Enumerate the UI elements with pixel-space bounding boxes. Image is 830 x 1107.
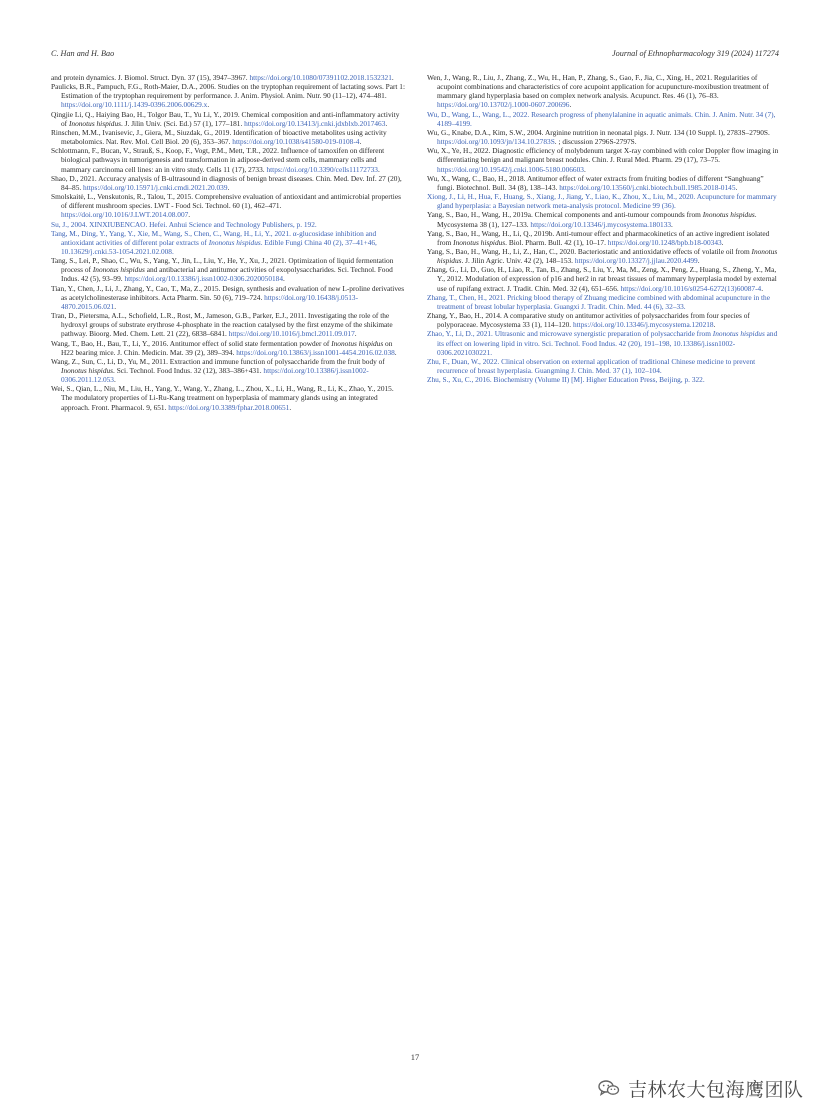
doi-link[interactable]: https://doi.org/10.13560/j.cnki.biotech.bull.1985.2018-0145 [559,182,736,192]
reference-text: . [359,137,362,147]
reference-text: Wu, D., Wang, L., Wang, L., 2022. Research progress of phenylalanine in aquatic animals. Chin. J. Anim. Nutr. 34 (7), 4189–4199. [427,109,776,128]
reference-text: . [354,329,357,339]
reference-text: . [377,164,380,174]
reference-text: . [583,164,586,174]
reference-entry[interactable] [51,229,406,256]
reference-text: . Biol. Pharm. Bull. 42 (1), 10–17. [505,237,608,247]
reference-text: Wei, S., Qian, L., Niu, M., Liu, H., Yang, Y., Wang, Y., Zhang, L., Zhou, X., Li, H., Wang, R., Li, K., Zhao, Y., 2015. The modulatory properties of Li-Ru-Kang treatment on hyperplasia of mammary glands using an integrated approach. Front. Pharmacol. 9, 651. [51,384,394,412]
reference-entry [427,73,779,110]
reference-text: . Edible Fungi China 40 (2), 37–41+46, 10.13629/j.cnki.53-1054.2021.02.008. [61,237,377,256]
reference-text: and antibacterial and antitumor activities of exopolysaccharides. Sci. Technol. Food Indus. 42 (5), 93–99. [61,265,393,284]
reference-text: . [761,283,764,293]
species-name: Inonotus hispidus [68,118,121,128]
reference-text: Zhu, S., Xu, C., 2016. Biochemistry (Volume II) [M]. Higher Education Press, Beijing, p. 322. [427,375,705,385]
reference-text: Wu, X., Ye, H., 2022. Diagnostic efficiency of molybdenum target X-ray combined with color Doppler flow imaging in differentiating benign and malignant breast nodules. Chin. J. Rural Med. Pharm. 29 (17), 73–75. [427,146,779,165]
doi-link[interactable]: https://doi.org/10.3389/fphar.2018.00651 [168,402,290,412]
reference-text: . [385,118,388,128]
doi-link[interactable]: https://doi.org/10.1016/s0254-6272(13)60087-4 [620,283,762,293]
reference-text: . [391,73,394,82]
wechat-icon [598,1079,620,1097]
reference-entry [51,357,406,384]
reference-text: Wang, Z., Sun, C., Li, D., Yu, M., 2011. Extraction and immune function of polysaccharide from the fruit body of [51,356,385,366]
reference-entry [51,128,406,146]
reference-entry[interactable] [427,357,779,375]
reference-text: . [207,100,210,110]
reference-entry [51,146,406,173]
reference-text: Rinschen, M.M., Ivanisevic, J., Giera, M., Siuzdak, G., 2019. Identification of bioactive metabolites using activity metabolomics. Nat. Rev. Mol. Cell Biol. 20 (6), 353–367. [51,127,387,147]
doi-link[interactable]: https://doi.org/10.19542/j.cnki.1006-5180.006603 [437,164,584,174]
doi-link[interactable]: https://doi.org/10.1111/j.1439-0396.2006.00629.x [61,100,208,110]
species-name: Inonotus hispidus [331,338,384,348]
reference-text: Zhao, Y., Li, D., 2021. Ultrasonic and microwave synergistic preparation of polysaccharide from [427,329,713,339]
reference-text: . J. Jilin Agric. Univ. 42 (2), 148–153. [461,256,575,266]
wechat-watermark [598,1074,804,1102]
doi-link[interactable]: https://doi.org/10.13413/j.cnki.jdxblxb.2017463 [244,118,386,128]
doi-link[interactable]: https://doi.org/10.1093/jn/134.10.2783S [437,137,555,147]
species-name: Inonotus hispidus [208,237,261,247]
reference-text: . [394,347,397,357]
doi-link[interactable]: https://doi.org/10.1016/J.LWT.2014.08.007 [61,210,189,220]
reference-entry [51,192,406,219]
reference-text: Wu, G., Knabe, D.A., Kim, S.W., 2004. Arginine nutrition in neonatal pigs. J. Nutr. 134 (10 Suppl. l), 2783S–2790S. [427,127,770,137]
reference-text: Wu, X., Wang, C., Bao, H., 2018. Antitumor effect of water extracts from fruiting bodies of different “Sanghuang” fungi. Biotechnol. Bull. 34 (8), 138–143. [427,173,764,192]
doi-link[interactable]: https://doi.org/10.16438/j.0513-4870.2015.06.021 [61,292,359,311]
reference-text: Paulicks, B.R., Pampuch, F.G., Roth-Maier, D.A., 2006. Studies on the tryptophan requirement of lactating sows. Part 1: Estimation of the tryptophan requirement by performance. J. Anim. Physiol. Anim. Nutr. 90 (11–12), 474–481. [51,82,406,101]
species-name: Inonotus hispidus [702,210,755,220]
page-number: 17 [410,1052,420,1062]
reference-text: Shao, D., 2021. Accuracy analysis of B-ultrasound in diagnosis of benign breast diseases. Chin. Med. Dev. Inf. 27 (20), 84–85. [51,173,402,192]
header-authors: C. Han and H. Bao [51,49,115,58]
reference-text: Su, J., 2004. XINXIUBENCAO. Hefei. Anhui Science and Technology Publishers, p. 192. [51,219,317,229]
doi-link[interactable]: https://doi.org/10.13863/j.issn1001-4454.2016.02.038 [236,347,395,357]
reference-text: . [283,274,285,284]
doi-link[interactable]: https://doi.org/10.1248/bpb.b18-00343 [607,237,722,247]
reference-entry [51,73,406,82]
doi-link[interactable]: https://doi.org/10.13346/j.mycosystema.120218 [572,320,714,330]
doi-link[interactable]: https://doi.org/10.1038/s41580-019-0108-4 [232,137,360,147]
reference-entry [51,110,406,128]
reference-text: . ; discussion 2796S-2797S. [554,137,637,147]
reference-entry[interactable] [427,110,779,128]
reference-text: and protein dynamics. J. Biomol. Struct. Dyn. 37 (15), 3947–3967. [51,73,250,82]
reference-text: Xiong, J., Li, H., Hua, F., Huang, S., Xiang, J., Jiang, Y., Liao, K., Zhou, X., Liu, M., 2020. Acupuncture for mammary gland hyperplasia: a Bayesian network meta-analysis protocol. Medicine 99 (36). [427,192,777,211]
reference-entry [427,247,779,265]
reference-entry [427,128,779,146]
reference-entry [427,174,779,192]
watermark-text: 吉林农大包海鹰团队 [628,1078,804,1101]
reference-text: . [671,219,673,229]
doi-link[interactable]: https://doi.org/10.3390/cells11172733 [266,164,378,174]
reference-text: Tran, D., Pietersma, A.L., Schofield, L.R., Rost, M., Jameson, G.B., Parker, E.J., 2011. Investigating the role of the hydroxyl groups of substrate erythrose 4-phosphate in the reaction catalysed by the first enzyme of the shikimate pathway. Bioorg. Med. Chem. Lett. 21 (22), 6838–6841. [51,311,393,339]
reference-text: Qingjie Li, Q., Haiying Bao, H., Tolgor Bau, T., Yu Li, Y., 2019. Chemical composition and anti-inflammatory activity of [51,109,400,128]
reference-text: . J. Jilin Univ. (Sci. Ed.) 57 (1), 177–181. [121,118,245,128]
reference-text: . [569,100,572,110]
reference-text: Zhu, F., Duan, W., 2022. Clinical observation on external application of traditional Chinese medicine to prevent recurrence of breast hyperplasia. Guangming J. Chin. Med. 37 (1), 102–104. [427,356,756,375]
reference-entry [427,210,779,228]
species-name: Inonotus hispidus [712,329,765,339]
reference-text: . [697,256,700,266]
reference-text: . [188,210,191,220]
running-header [51,49,779,61]
doi-link[interactable]: https://doi.org/10.13386/j.issn1002-0306.2011.12.053 [61,366,369,385]
doi-link[interactable]: https://doi.org/10.13702/j.1000-0607.200696 [437,100,570,110]
doi-link[interactable]: https://doi.org/10.13386/j.issn1002-0306.2020050184 [124,274,284,284]
reference-entry [51,339,406,357]
reference-entry [427,229,779,247]
reference-text: . [735,182,738,192]
reference-text: Wang, T., Bao, H., Bau, T., Li, Y., 2016. Antitumor effect of solid state fermentation powder of [51,338,332,348]
species-name: Inonotus hispidus [61,366,114,375]
reference-entry [427,265,779,292]
doi-link[interactable]: https://doi.org/10.13327/j.jjlau.2020.4499 [574,256,698,266]
doi-link[interactable]: https://doi.org/10.1016/j.bmcl.2011.09.017 [228,329,355,339]
references-left-column [51,73,406,412]
reference-entry[interactable] [427,375,779,384]
reference-entry [51,311,406,338]
reference-text: . [113,375,116,385]
reference-text: . [289,402,292,412]
species-name: Inonotus hispidus [92,265,145,275]
doi-link[interactable]: https://doi.org/10.15971/j.cnki.cmdi.2021.20.039 [83,182,228,192]
reference-text: . [713,320,716,330]
reference-entry[interactable] [51,220,406,229]
reference-text: . Sci. Technol. Food Indus. 32 (12), 383–386+431. [113,366,264,375]
reference-text: and its effect on lowering lipid in vitro. Sci. Technol. Food Indus. 42 (20), 191–198, 10.13386/j.issn1002-0306.2021030221. [437,329,778,357]
reference-text: Schlottmann, F., Bucan, V., Strauß, S., Koop, F., Vogt, P.M., Mett, T.R., 2022. Influence of tamoxifen on different biological pathways in tumorigenesis and transformation in adipose-derived stem cells, mammary cells and mammary carcinoma cell lines: an in vitro study. Cells 11 (17), 2733. [51,146,385,174]
reference-text: on H22 bearing mice. J. Chin. Medicin. Mat. 39 (2), 389–394. [61,338,393,357]
reference-text: Smolskaitė, L., Venskutonis, R., Talou, T., 2015. Comprehensive evaluation of antioxidant and antimicrobial properties of different mushroom species. LWT - Food Sci. Technol. 60 (1), 462–471. [51,192,401,211]
header-journal: Journal of Ethnopharmacology 319 (2024) 117274 [612,49,779,58]
reference-text: Yang, S., Bao, H., Wang, H., 2019a. Chemical components and anti-tumour compounds from [427,210,703,220]
references-right-column [427,73,779,384]
reference-entry[interactable] [427,329,779,356]
reference-entry [51,174,406,192]
reference-text: . [114,301,117,311]
species-name: Inonotus hispidus [437,246,778,266]
reference-text: . [721,237,724,247]
reference-entry[interactable] [427,293,779,311]
reference-entry[interactable] [427,192,779,210]
doi-link[interactable]: https://doi.org/10.1080/07391102.2018.1532321 [249,73,392,82]
reference-text: Tang, S., Lei, P., Shao, C., Wu, S., Yang, Y., Jin, L., Liu, Y., He, Y., Xu, J., 2021. Optimization of liquid fermentation process of [51,256,394,275]
reference-text: Tang, M., Ding, Y., Yang, Y., Xie, M., Wang, S., Chen, C., Wang, H., Li, Y., 2021. α-glucosidase inhibition and antioxidant activities of different polar extracts of [51,228,377,247]
reference-text: . Mycosystema 38 (1), 127–133. [437,210,757,229]
reference-text: Zhang, Y., Bao, H., 2014. A comparative study on antitumor activities of polysaccharides from four species of polyporaceae. Mycosystema 33 (1), 114–120. [427,311,750,330]
reference-entry [51,256,406,283]
reference-text: . [227,182,230,192]
reference-entry [427,146,779,173]
reference-text: Zhang, T., Chen, H., 2021. Pricking blood therapy of Zhuang medicine combined with abdominal acupuncture in the treatment of breast lobular hyperplasia. Guangxi J. Tradit. Chin. Med. 44 (6), 32–33. [427,292,770,311]
reference-text: Yang, S., Bao, H., Wang, H., Li, Z., Han, C., 2020. Bacteriostatic and antioxidative effects of volatile oil from [427,246,752,256]
reference-text: Tian, Y., Chen, J., Li, J., Zhang, Y., Cao, T., Ma, Z., 2015. Design, synthesis and evaluation of new L-proline derivatives as acetylcholinesterase inhibitors. Acta Pharm. Sin. 50 (6), 719–724. [51,283,405,302]
species-name: Inonotus hispidus [453,237,506,247]
reference-text: Wen, J., Wang, R., Liu, J., Zhang, Z., Wu, H., Han, P., Zhang, S., Gao, F., Jia, C., Xing, H., 2021. Regularities of acupoint combinations and characteristics of core acupoint application for acupuncture-moxibustion treatment of mammary gland hyperplasia based on complex network analysis. Acupunct. Res. 46 (1), 76–83. [427,73,769,101]
reference-entry [51,284,406,311]
reference-entry [427,311,779,329]
reference-text: Yang, S., Bao, H., Wang, H., Li, Q., 2019b. Anti-tumour effect and pharmacokinetics of an active ingredient isolated from [427,228,770,247]
reference-entry [51,82,406,109]
doi-link[interactable]: https://doi.org/10.13346/j.mycosystema.180133 [530,219,672,229]
reference-text: Zhang, G., Li, D., Guo, H., Liao, R., Tan, B., Zhang, S., Liu, Y., Ma, M., Zeng, X., Peng, Z., Huang, S., Zheng, Y., Ma, Y., 2012. Modulation of expression of p16 and her2 in rat breast tissues of mammary hyperplasia model by external use of rupifang extract. J. Tradit. Chin. Med. 32 (4), 651–656. [427,265,777,293]
reference-entry [51,384,406,411]
